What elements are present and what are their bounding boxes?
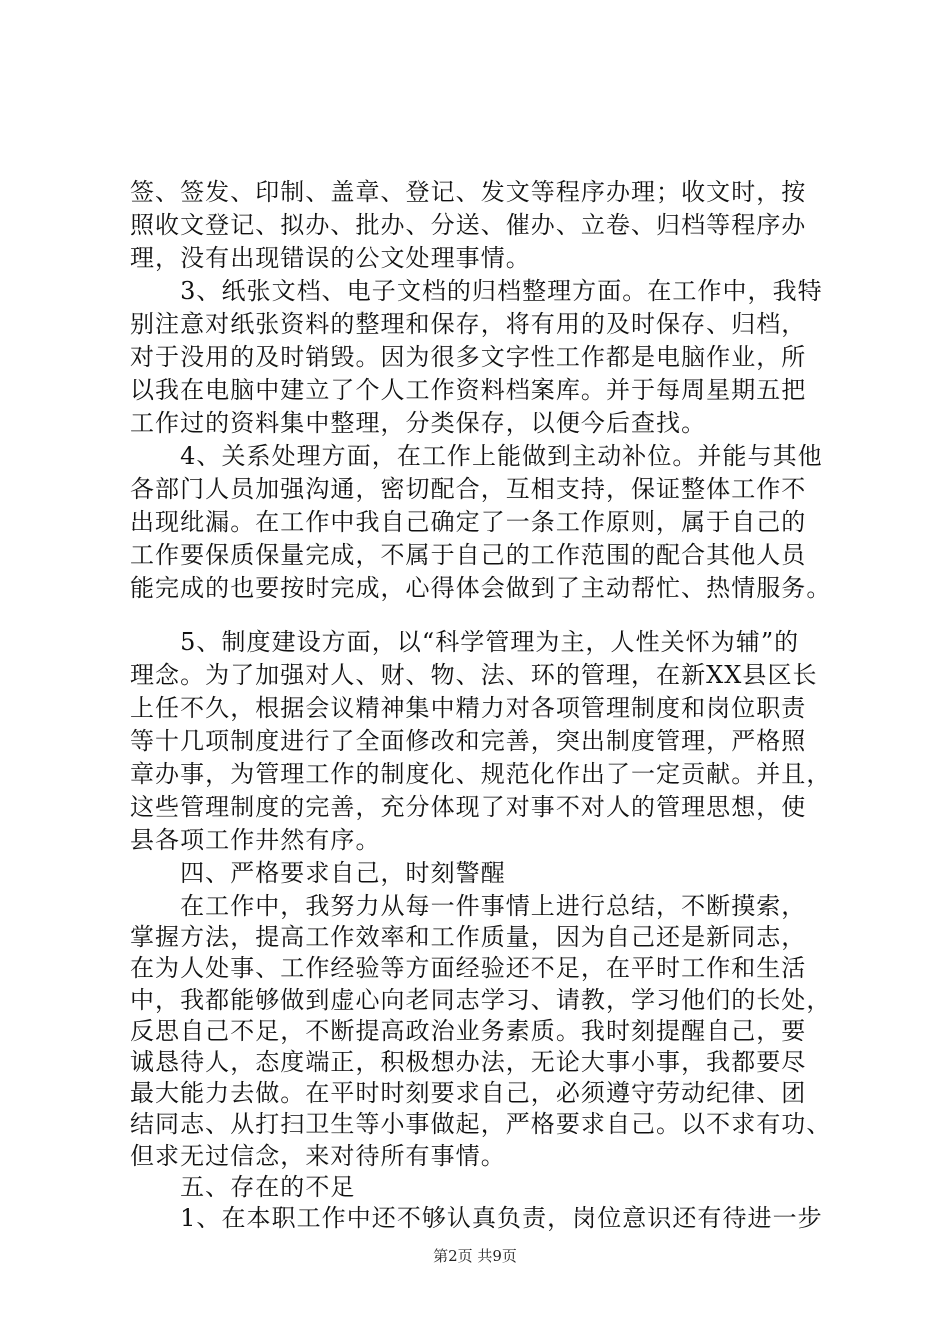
text-line: 等十几项制度进行了全面修改和完善，突出制度管理，严格照 (130, 727, 807, 755)
text-line: 章办事，为管理工作的制度化、规范化作出了一定贡献。并且， (130, 760, 832, 788)
text-line: 在为人处事、工作经验等方面经验还不足，在平时工作和生活 (130, 954, 807, 983)
text-line: 能完成的也要按时完成，心得体会做到了主动帮忙、热情服务。 (130, 574, 832, 602)
text-line: 工作要保质保量完成，不属于自己的工作范围的配合其他人员 (130, 541, 807, 569)
text-line: 理念。为了加强对人、财、物、法、环的管理，在新XX县区长 (130, 661, 818, 689)
text-line: 5、制度建设方面，以“科学管理为主，人性关怀为辅”的 (130, 628, 800, 656)
text-line: 理，没有出现错误的公文处理事情。 (130, 244, 531, 272)
section-heading: 五、存在的不足 (130, 1172, 356, 1201)
text-line: 但求无过信念，来对待所有事情。 (130, 1141, 506, 1170)
text-line: 工作过的资料集中整理，分类保存，以便今后查找。 (130, 409, 707, 437)
text-line: 签、签发、印制、盖章、登记、发文等程序办理；收文时，按 (130, 178, 807, 206)
text-line: 县各项工作井然有序。 (130, 826, 381, 854)
text-line: 对于没用的及时销毁。因为很多文字性工作都是电脑作业，所 (130, 343, 807, 371)
text-line: 3、纸张文档、电子文档的归档整理方面。在工作中，我特 (130, 277, 823, 305)
text-line: 在工作中，我努力从每一件事情上进行总结，不断摸索， (130, 892, 807, 920)
text-line: 掌握方法，提高工作效率和工作质量，因为自己还是新同志， (130, 923, 807, 952)
text-line: 各部门人员加强沟通，密切配合，互相支持，保证整体工作不 (130, 475, 807, 503)
section-heading: 四、严格要求自己，时刻警醒 (130, 859, 506, 887)
text-line: 出现纰漏。在工作中我自己确定了一条工作原则，属于自己的 (130, 508, 807, 536)
text-line: 别注意对纸张资料的整理和保存，将有用的及时保存、归档， (130, 310, 807, 338)
text-line: 4、关系处理方面，在工作上能做到主动补位。并能与其他 (130, 442, 823, 470)
text-line: 反思自己不足，不断提高政治业务素质。我时刻提醒自己，要 (130, 1016, 807, 1045)
text-line: 照收文登记、拟办、批办、分送、催办、立卷、归档等程序办 (130, 211, 807, 239)
page-number-footer: 第2页 共9页 (433, 1247, 517, 1265)
text-line: 诚恳待人，态度端正，积极想办法，无论大事小事，我都要尽 (130, 1048, 807, 1076)
text-line: 以我在电脑中建立了个人工作资料档案库。并于每周星期五把 (130, 376, 807, 404)
text-line: 中，我都能够做到虚心向老同志学习、请教，学习他们的长处， (130, 985, 832, 1014)
text-line: 最大能力去做。在平时时刻要求自己，必须遵守劳动纪律、团 (130, 1079, 807, 1108)
text-line: 这些管理制度的完善，充分体现了对事不对人的管理思想，使 (130, 793, 807, 821)
text-line: 1、在本职工作中还不够认真负责，岗位意识还有待进一步 (130, 1204, 823, 1232)
text-line: 上任不久，根据会议精神集中精力对各项管理制度和岗位职责 (130, 694, 807, 722)
text-line: 结同志、从打扫卫生等小事做起，严格要求自己。以不求有功、 (130, 1110, 832, 1139)
